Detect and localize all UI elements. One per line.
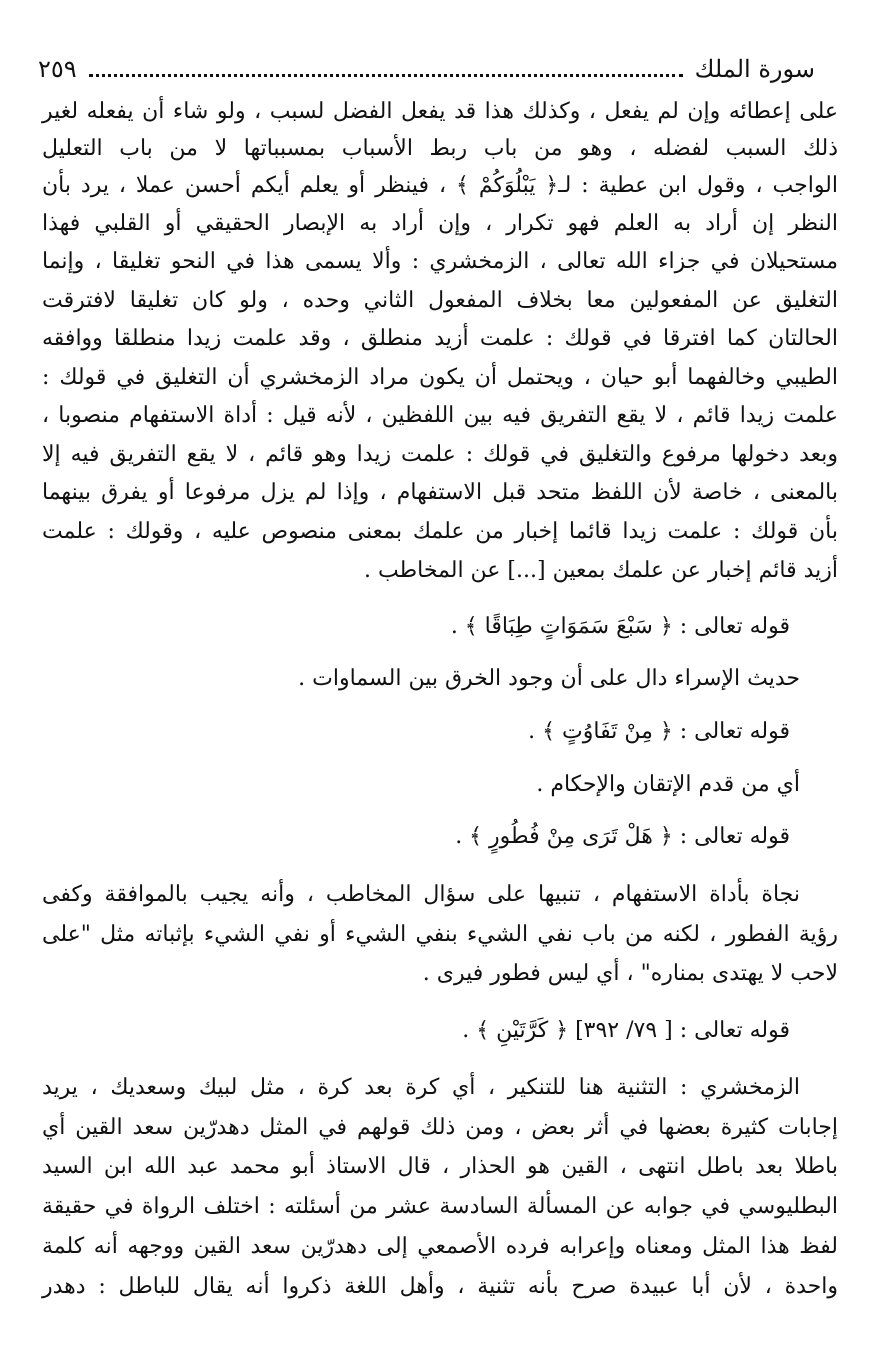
quran-verse-1: قوله تعالى : ﴿ سَبْعَ سَمَوَاتٍ طِبَاقًا ﴾ . <box>450 614 790 639</box>
text-line: مستحيلان في جزاء الله تعالى ، الزمخشري : وألا يسمى هذا في النحو تغليقا ، وإنما <box>42 249 838 274</box>
quran-verse-4: قوله تعالى : [ ٧٩/ ٣٩٢] ﴿ كَرَّتَيْنِ ﴾ . <box>462 1018 790 1043</box>
text-line: لاحب لا يهتدى بمناره" ، أي ليس فطور فيرى . <box>422 961 838 986</box>
quran-verse-2: قوله تعالى : ﴿ مِنْ تَفَاوُتٍ ﴾ . <box>528 719 790 744</box>
text-line: الحالتان كما افترقا في قولك : علمت أزيد منطلق ، وقد علمت زيدا منطلقا ووافقه <box>42 326 838 351</box>
page-number: ٢٥٩ <box>38 55 77 83</box>
text-line: باطلا بعد باطل انتهى ، القين هو الحذار ، قال الاستاذ أبو محمد عبد الله ابن السيد <box>42 1154 838 1179</box>
surah-title: سورة الملك <box>694 55 815 83</box>
text-line: ذلك السبب لفضله ، وهو من باب ربط الأسباب بمسبباتها لا من باب التعليل <box>42 136 838 161</box>
text-line: وبعد دخولها مرفوع والتغليق في قولك : علمت زيدا وهو قائم ، لا يقع التفريق فيه إلا <box>42 442 838 467</box>
text-line: نجاة بأداة الاستفهام ، تنبيها على سؤال المخاطب ، وأنه يجيب بالموافقة وكفى <box>42 882 800 907</box>
text-line: إجابات كثيرة بعضها في أثر بعض ، ومن ذلك قولهم في المثل دهدرّين سعد القين أي <box>42 1115 838 1140</box>
quran-verse-3: قوله تعالى : ﴿ هَلْ تَرَى مِنْ فُطُورٍ ﴾ . <box>455 824 790 849</box>
commentary-note-1: حديث الإسراء دال على أن وجود الخرق بين السماوات . <box>298 666 800 691</box>
text-line: أزيد قائم إخبار عن علمك بمعين [...] عن المخاطب . <box>364 558 838 583</box>
text-line: الطيبي وخالفهما أبو حيان ، ويحتمل أن يكون مراد الزمخشري أن التغليق في قولك : <box>42 365 838 390</box>
text-line: الزمخشري : التثنية هنا للتنكير ، أي كرة بعد كرة ، مثل لبيك وسعديك ، يريد <box>42 1075 800 1100</box>
text-line: رؤية الفطور ، لكنه من باب نفي الشيء بنفي الشيء أو نفي الشيء بإثباته مثل "على <box>42 922 838 947</box>
text-line: بأن قولك : علمت زيدا قائما إخبار من علمك بمعنى منصوص عليه ، وقولك : علمت <box>42 519 838 544</box>
text-line: النظر إن أراد به العلم فهو تكرار ، وإن أراد به الإبصار الحقيقي أو القلبي فهذا <box>42 211 838 236</box>
header-dotted-leader <box>89 74 683 77</box>
text-line: واحدة ، لأن أبا عبيدة صرح بأنه تثنية ، وأهل اللغة ذكروا أنه يقال للباطل : دهدر <box>42 1274 838 1299</box>
text-line: على إعطائه وإن لم يفعل ، وكذلك هذا قد يفعل الفضل لسبب ، ولو شاء أن يفعله لغير <box>42 99 838 124</box>
text-line: بالمعنى ، خاصة لأن اللفظ متحد قبل الاستفهام ، وإذا لم يزل مرفوعا أو يفرق بينهما <box>42 480 838 505</box>
text-line: علمت زيدا قائم ، لا يقع التفريق فيه بين اللفظين ، لأنه قيل : أداة الاستفهام منصوبا ، <box>42 403 838 428</box>
text-line: لفظ هذا المثل ومعناه وإعرابه فرده الأصمعي إلى دهدرّين سعد القين ووجهه أنه كلمة <box>42 1234 838 1259</box>
text-line: الواجب ، وقول ابن عطية : لـ﴿ يَبْلُوَكُمْ ﴾ ، فينظر أو يعلم أيكم أحسن عملا ، يرد بأن <box>42 173 838 198</box>
commentary-note-2: أي من قدم الإتقان والإحكام . <box>536 772 800 797</box>
page-header <box>38 52 815 86</box>
text-line: البطليوسي في جوابه عن المسألة السادسة عشر من أسئلته : اختلف الرواة في حقيقة <box>42 1194 838 1219</box>
text-line: التغليق عن المفعولين معا بخلاف المفعول الثاني وحده ، ولو كان تغليقا لافترقت <box>42 288 838 313</box>
